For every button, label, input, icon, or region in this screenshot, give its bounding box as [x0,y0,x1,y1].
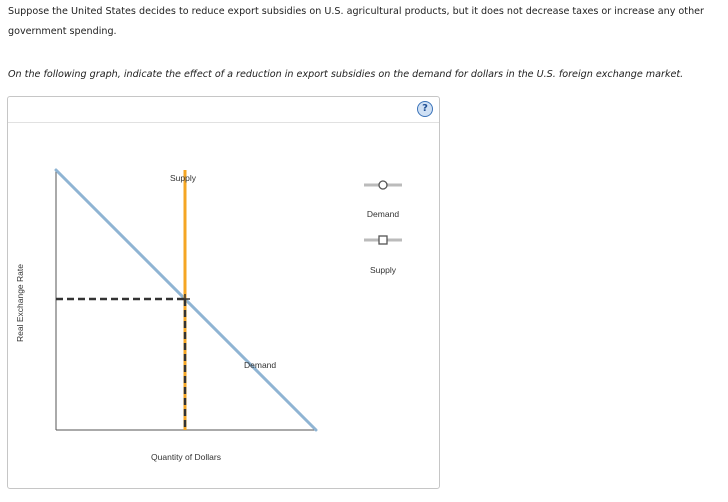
circle-marker-icon [379,181,387,189]
legend-supply-label: Supply [370,265,396,275]
square-marker-icon [379,236,387,244]
demand-curve-label: Demand [244,360,277,370]
help-button[interactable]: ? [417,101,433,117]
x-axis-label: Quantity of Dollars [151,452,221,462]
legend-supply-tool[interactable] [364,236,402,275]
y-axis-label: Real Exchange Rate [15,264,25,342]
question-prompt: Suppose the United States decides to reduce export subsidies on U.S. agricultural products, but it does not decrease taxes or increase any other government spending. [8,6,704,37]
question-instruction: On the following graph, indicate the effect of a reduction in export subsidies on the demand for dollars in the U.S. foreign exchange market. [8,69,684,80]
legend-demand-tool[interactable] [364,181,402,219]
supply-curve-label: Supply [170,173,196,183]
legend-demand-label: Demand [366,209,400,219]
